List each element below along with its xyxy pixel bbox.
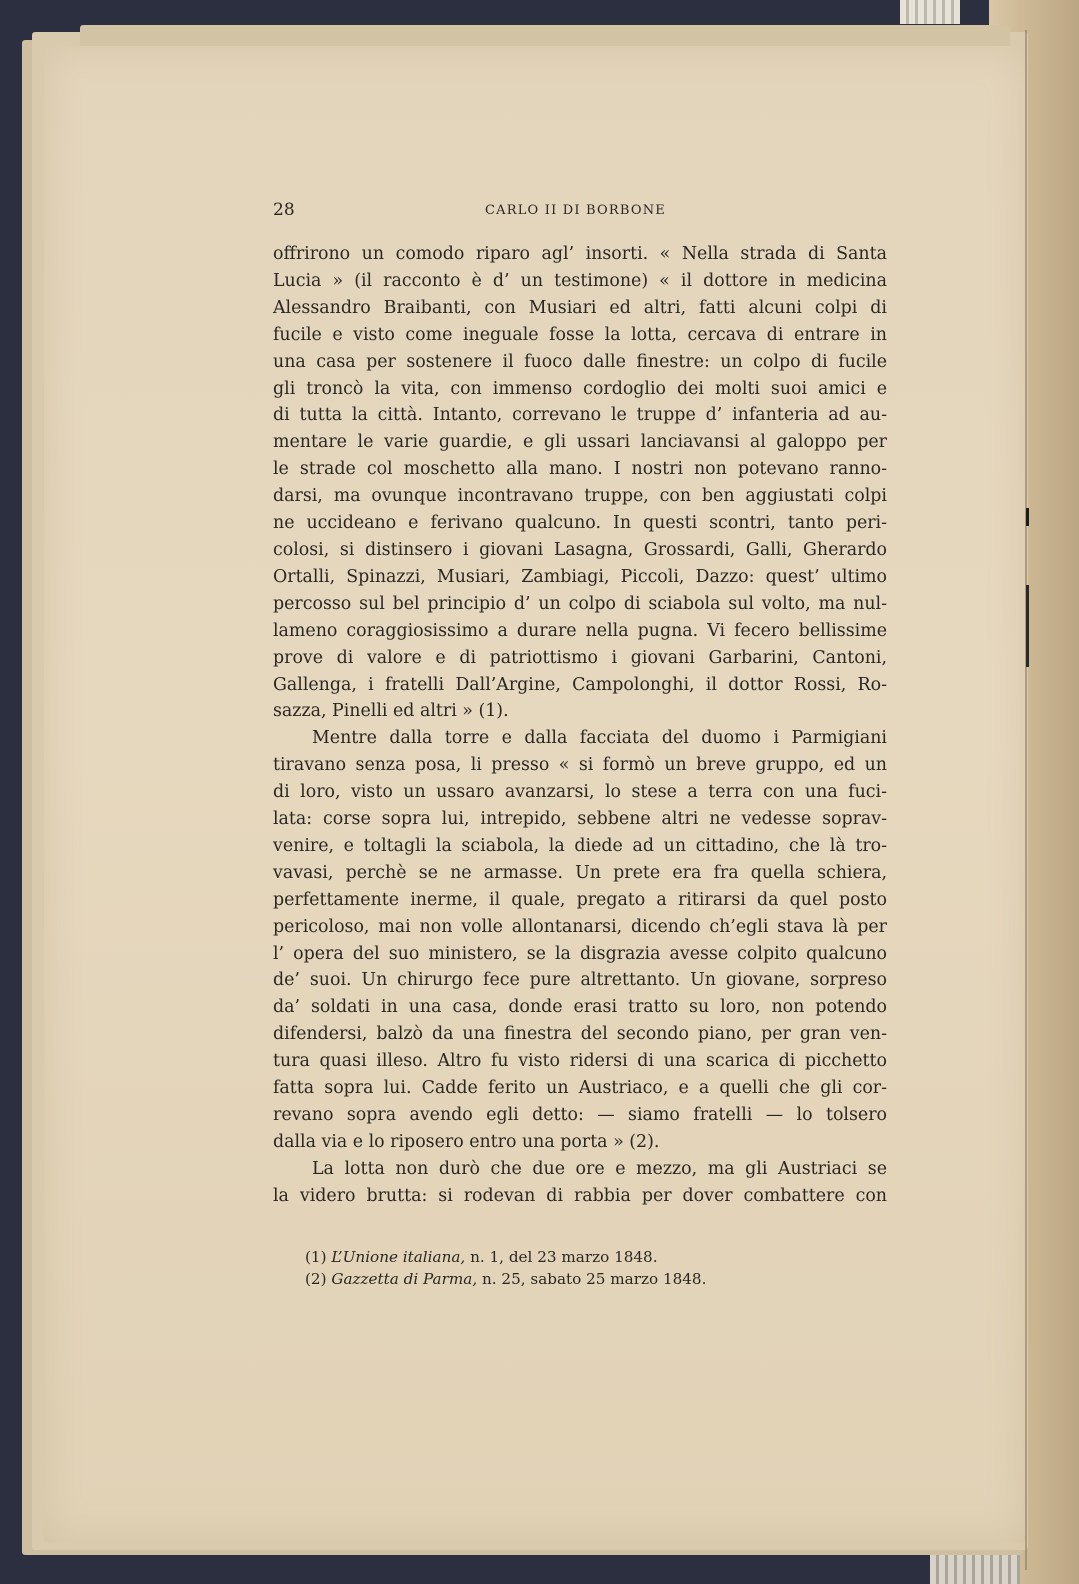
page-top-edge <box>80 25 1010 47</box>
body-text <box>273 241 887 1210</box>
text-line: La lotta non durò che due ore e mezzo, ma gli Austriaci se <box>312 1158 887 1179</box>
binding-cloth-bottom <box>930 1555 1020 1584</box>
text-line: Alessandro Braibanti, con Musiari ed altri, fatti alcuni colpi di <box>273 297 887 318</box>
footnote-detail: n. 25, sabato 25 marzo 1848. <box>481 1270 707 1288</box>
text-line: Lucia » (il racconto è d’ un testimone) « il dottore in medicina <box>273 270 887 291</box>
text-line: darsi, ma ovunque incontravano truppe, con ben aggiustati colpi <box>273 486 887 507</box>
binding-cloth-top <box>900 0 960 24</box>
margin-ink-mark <box>1026 585 1029 667</box>
text-line: pericoloso, mai non volle allontanarsi, dicendo ch’egli stava là per <box>273 916 887 937</box>
text-line: lameno coraggiosissimo a durare nella pugna. Vi fecero bellissime <box>273 620 887 641</box>
page-number: 28 <box>273 200 295 220</box>
text-line: perfettamente inerme, il quale, pregato a ritirarsi da quel posto <box>273 889 887 910</box>
text-line: Ortalli, Spinazzi, Musiari, Zambiagi, Piccoli, Dazzo: quest’ ultimo <box>273 566 887 587</box>
footnote-detail: n. 1, del 23 marzo 1848. <box>470 1248 658 1266</box>
text-line: offrirono un comodo riparo agl’ insorti. « Nella strada di Santa <box>273 244 887 264</box>
text-line: Mentre dalla torre e dalla facciata del duomo i Parmigiani <box>312 728 887 749</box>
footnote-source-title: L’Unione italiana, <box>331 1248 466 1266</box>
footnote-marker: (2) <box>305 1270 327 1288</box>
text-line: venire, e toltagli la sciabola, la diede ad un cittadino, che là tro- <box>273 835 887 856</box>
text-line: le strade col moschetto alla mano. I nostri non potevano ranno- <box>273 459 887 480</box>
text-line: tura quasi illeso. Altro fu visto ridersi di una scarica di picchetto <box>273 1051 887 1072</box>
text-line: fatta sopra lui. Cadde ferito un Austriaco, e a quelli che gli cor- <box>273 1078 887 1099</box>
footnote <box>305 1246 887 1268</box>
text-line: vavasi, perchè se ne armasse. Un prete era fra quella schiera, <box>273 862 887 883</box>
text-line: difendersi, balzò da una finestra del secondo piano, per gran ven- <box>273 1024 887 1045</box>
text-line: Gallenga, i fratelli Dall’Argine, Campolonghi, il dottor Rossi, Ro- <box>273 674 887 695</box>
margin-ink-mark <box>1026 508 1029 526</box>
text-line: percosso sul bel principio d’ un colpo di sciabola sul volto, ma nul- <box>273 593 887 614</box>
text-line: gli troncò la vita, con immenso cordoglio dei molti suoi amici e <box>273 378 887 399</box>
text-line: da’ soldati in una casa, donde erasi tratto su loro, non potendo <box>273 997 887 1018</box>
binding-gutter-line <box>1025 30 1027 1570</box>
text-line: de’ suoi. Un chirurgo fece pure altrettanto. Un giovane, sorpreso <box>273 970 887 991</box>
text-line: la videro brutta: si rodevan di rabbia per dover combattere con <box>273 1185 887 1206</box>
text-line: tiravano senza posa, li presso « si formò un breve gruppo, ed un <box>273 755 887 776</box>
text-line: l’ opera del suo ministero, se la disgrazia avesse colpito qualcuno <box>273 943 887 964</box>
text-line: colosi, si distinsero i giovani Lasagna, Grossardi, Galli, Gherardo <box>273 539 887 560</box>
text-line: dalla via e lo riposero entro una porta » (2). <box>273 1131 660 1152</box>
text-line: ne uccideano e ferivano qualcuno. In questi scontri, tanto peri- <box>273 513 887 534</box>
text-line: di tutta la città. Intanto, correvano le truppe d’ infanteria ad au- <box>273 405 887 426</box>
text-line: revano sopra avendo egli detto: — siamo fratelli — lo tolsero <box>273 1105 887 1125</box>
text-line: mentare le varie guardie, e gli ussari lanciavansi al galoppo per <box>273 432 887 453</box>
footnotes <box>305 1246 887 1290</box>
footnote <box>305 1268 887 1290</box>
text-line: una casa per sostenere il fuoco dalle finestre: un colpo di fucile <box>273 351 887 372</box>
text-line: lata: corse sopra lui, intrepido, sebbene altri ne vedesse soprav- <box>273 809 887 830</box>
text-line: fucile e visto come ineguale fosse la lotta, cercava di entrare in <box>273 324 887 345</box>
footnote-source-title: Gazzetta di Parma, <box>331 1270 478 1288</box>
footnote-marker: (1) <box>305 1248 327 1266</box>
text-line: prove di valore e di patriottismo i giovani Garbarini, Cantoni, <box>273 647 887 668</box>
running-title: CARLO II DI BORBONE <box>485 203 666 218</box>
text-line: di loro, visto un ussaro avanzarsi, lo stese a terra con una fuci- <box>273 782 887 803</box>
running-header <box>273 200 887 224</box>
text-line: sazza, Pinelli ed altri » (1). <box>273 701 509 722</box>
